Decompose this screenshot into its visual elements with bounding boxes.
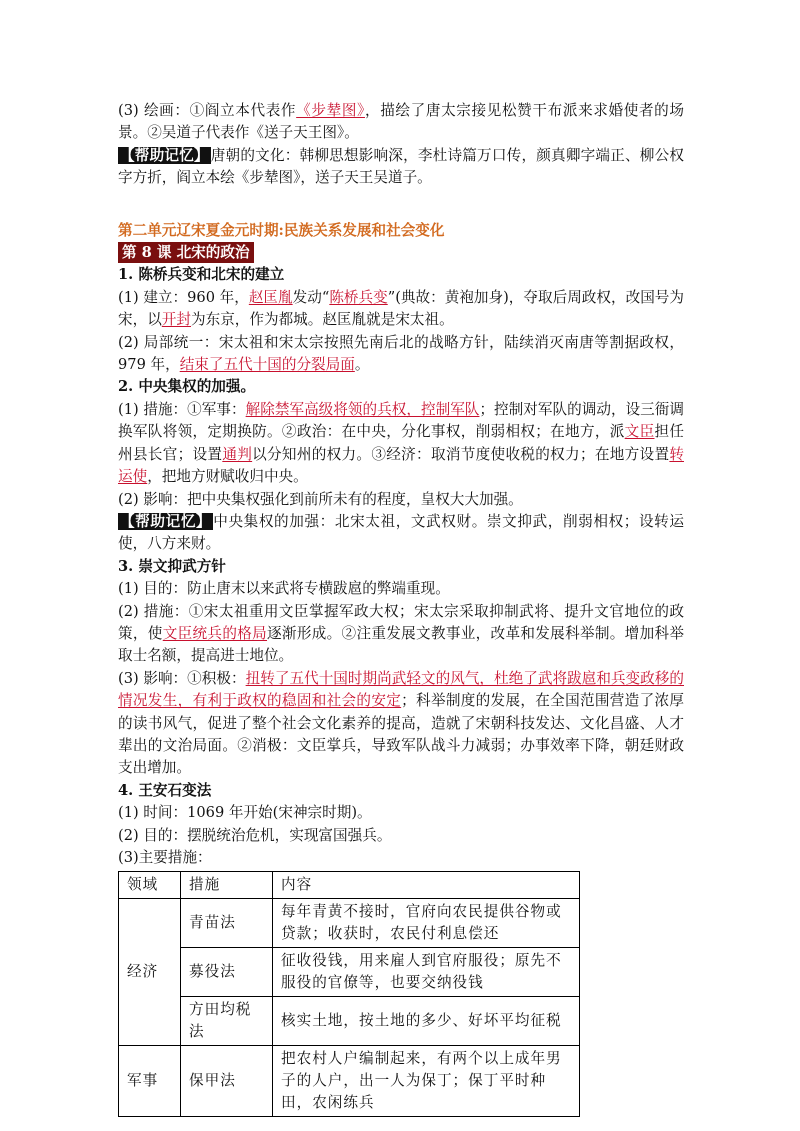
table-row bbox=[119, 1046, 580, 1117]
section-heading: 3. 崇文抑武方针 bbox=[118, 557, 226, 575]
lesson-title: 第 8 课 北宋的政治 bbox=[118, 242, 254, 263]
header-cell: 措施 bbox=[181, 872, 273, 899]
header-cell: 内容 bbox=[273, 872, 580, 899]
paragraph: (1) 时间：1069 年开始(宋神宗时期)。 bbox=[118, 804, 372, 822]
paragraph: (1) 目的：防止唐末以来武将专横跋扈的弊端重现。 bbox=[118, 580, 450, 598]
text: ，描绘了唐太宗接见松赞干布派来求婚使者的场景。②吴道子代表作《送子天王图》。 bbox=[118, 102, 684, 142]
memory-tag: 【帮助记忆】 bbox=[120, 512, 212, 530]
memory-paragraph bbox=[118, 511, 684, 556]
section-heading: 2. 中央集权的加强。 bbox=[118, 378, 256, 396]
measure-cell: 保甲法 bbox=[181, 1046, 273, 1117]
section-heading: 4. 王安石变法 bbox=[118, 781, 212, 799]
key-term: 扭转了五代十国时期尚武轻文的风气，杜绝了武将跋扈和兵变政移的情况发生，有利于政权的稳固和社会的安定 bbox=[118, 669, 684, 710]
key-term: 解除禁军高级将领的兵权，控制军队 bbox=[245, 400, 480, 418]
key-term: 《步辇图》 bbox=[296, 102, 365, 119]
header-cell: 领域 bbox=[119, 872, 181, 899]
area-cell: 经济 bbox=[119, 899, 181, 1046]
paragraph: (1) 建立：960 年，赵匡胤发动“陈桥兵变”(典故：黄袍加身)，夺取后周政权，改国号为宋，以开封为东京，作为都城。赵匡胤就是宋太祖。 bbox=[118, 288, 684, 329]
table-row bbox=[119, 899, 580, 948]
paragraph: (2) 局部统一：宋太祖和宋太宗按照先南后北的战略方针，陆续消灭南唐等割据政权，979 年，结束了五代十国的分裂局面。 bbox=[118, 333, 684, 374]
content-cell: 征收役钱，用来雇人到官府服役；原先不服役的官僚等，也要交纳役钱 bbox=[273, 948, 580, 997]
key-term: 陈桥兵变 bbox=[329, 288, 388, 306]
memory-tag: 【帮助记忆】 bbox=[120, 146, 209, 164]
paragraph: (1) 措施：①军事：解除禁军高级将领的兵权，控制军队；控制对军队的调动，设三衙调换军队将领，定期换防。②政治：在中央，分化事权，削弱相权；在地方，派文臣担任州县长官；设置通判以分知州的权力。③经济：取消节度使收税的权力；在地方设置转运使，把地方财赋收归中央。 bbox=[118, 400, 684, 486]
paragraph: (3) 影响：①积极：扭转了五代十国时期尚武轻文的风气，杜绝了武将跋扈和兵变政移的情况发生，有利于政权的稳固和社会的安定；科举制度的发展，在全国范围营造了浓厚的读书风气，促进了整个社会文化素养的提高，造就了宋朝科技发达、文化昌盛、人才辈出的文治局面。②消极：文臣掌兵，导致军队战斗力减弱；办事效率下降，朝廷财政支出增加。 bbox=[118, 669, 684, 777]
content-cell: 每年青黄不接时，官府向农民提供谷物或贷款；收获时，农民付利息偿还 bbox=[273, 899, 580, 948]
memory-text: 唐朝的文化：韩柳思想影响深，李杜诗篇万口传，颜真卿字端正、柳公权字方折，阎立本绘《步辇图》，送子天王吴道子。 bbox=[118, 146, 684, 187]
unit-title: 第二单元辽宋夏金元时期:民族关系发展和社会变化 bbox=[118, 221, 445, 239]
reform-table bbox=[118, 871, 580, 1117]
key-term: 转运使 bbox=[118, 445, 684, 486]
key-term: 开封 bbox=[161, 311, 191, 329]
key-term: 赵匡胤 bbox=[248, 288, 293, 306]
key-term: 结束了五代十国的分裂局面 bbox=[179, 356, 355, 374]
measure-cell: 募役法 bbox=[181, 948, 273, 997]
content-cell: 核实土地，按土地的多少、好坏平均征税 bbox=[273, 997, 580, 1046]
paragraph: (2) 措施：①宋太祖重用文臣掌握军政大权；宋太宗采取抑制武将、提升文官地位的政策，使文臣统兵的格局逐渐形成。②注重发展文教事业，改革和发展科举制。增加科举取士名额，提高进士地位。 bbox=[118, 602, 684, 665]
area-cell: 军事 bbox=[119, 1046, 181, 1117]
section-heading: 1. 陈桥兵变和北宋的建立 bbox=[118, 266, 285, 284]
paragraph: (3)主要措施： bbox=[118, 849, 212, 866]
table-row bbox=[119, 997, 580, 1046]
paragraph: (2) 目的：摆脱统治危机，实现富国强兵。 bbox=[118, 826, 392, 844]
memory-paragraph bbox=[118, 145, 684, 190]
paragraph: (2) 影响：把中央集权强化到前所未有的程度，皇权大大加强。 bbox=[118, 490, 523, 508]
painting-paragraph bbox=[118, 100, 684, 145]
document-page bbox=[118, 100, 684, 1117]
key-term: 文臣统兵的格局 bbox=[162, 624, 268, 642]
text: (3) 绘画：①阎立本代表作 bbox=[118, 102, 297, 119]
key-term: 通判 bbox=[222, 445, 253, 463]
table-header-row bbox=[119, 872, 580, 899]
memory-text: 中央集权的加强：北宋太祖，文武权财。崇文抑武，削弱相权；设转运使，八方来财。 bbox=[118, 512, 684, 553]
measure-cell: 青苗法 bbox=[181, 899, 273, 948]
measure-cell: 方田均税法 bbox=[181, 997, 273, 1046]
table-row bbox=[119, 948, 580, 997]
content-cell: 把农村人户编制起来，有两个以上成年男子的人户，出一人为保丁；保丁平时种田，农闲练兵 bbox=[273, 1046, 580, 1117]
key-term: 文臣 bbox=[624, 423, 655, 441]
